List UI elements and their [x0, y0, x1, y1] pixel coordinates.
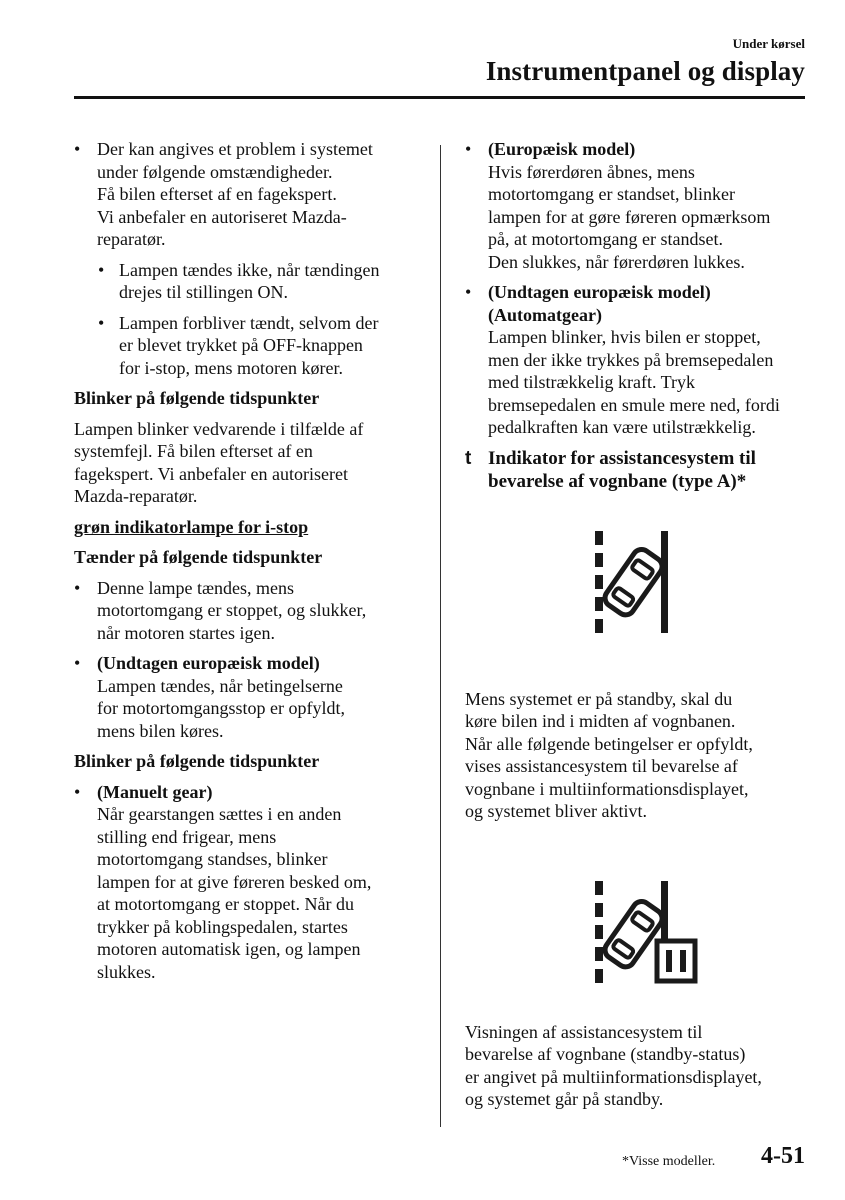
bullet-dot: •: [74, 781, 81, 802]
lane-keep-assist-standby-icon: [465, 831, 810, 1021]
bullet-non-european: • (Undtagen europæisk model) Lampen tændes, når betingelserne for motortomgangsstop er opfyldt, mens bilen køres.: [74, 653, 345, 741]
page-number: 4-51: [761, 1143, 805, 1169]
bullet-dot: •: [74, 577, 81, 598]
heading-blinks-2: Blinker på følgende tidspunkter: [74, 751, 320, 771]
section-label: Under kørsel: [732, 36, 805, 51]
left-column: [74, 138, 419, 991]
bullet-problem: • Der kan angives et problem i systemet under følgende omstændigheder. Få bilen efterset af en fagekspert. Vi anbefaler en autoriseret Mazda- reparatør.: [74, 139, 373, 249]
lane-keep-heading: t Indikator for assistancesystem til bevarelse af vognbane (type A)*: [465, 447, 756, 492]
column-divider: [440, 145, 441, 1127]
bullet-dot: •: [74, 139, 81, 159]
bullet-dot: •: [74, 653, 81, 673]
bullet-automatic: • (Undtagen europæisk model) (Automatgear) Lampen blinker, hvis bilen er stoppet, men der ikke trykkes på bremsepedalen med tilstrækkelig kraft. Tryk bremsepedalen en smule mere ned, fordi pedalkraften kan være utilstrækkelig.: [465, 282, 780, 437]
paragraph-blinks: Lampen blinker vedvarende i tilfælde af systemfejl. Få bilen efterset af en fagekspert. Vi anbefaler en autoriseret Mazda-reparatør.: [74, 418, 364, 506]
bullet-dot: •: [465, 282, 472, 302]
sub-bullet-lamp-off: • Lampen tændes ikke, når tændingen drejes til stillingen ON.: [98, 259, 380, 302]
heading-blinks: Blinker på følgende tidspunkter: [74, 388, 320, 408]
subsection-istop: grøn indikatorlampe for i-stop: [74, 516, 309, 537]
heading-marker: t: [465, 447, 472, 469]
bullet-manual: • (Manuelt gear) Når gearstangen sættes i en anden stilling end frigear, mens motortomgang standses, blinker lampen for at give føreren besked om, at motortomgang er stoppet. Når du trykker på koblingspedalen, startes motoren automatisk igen, og lampen slukkes.: [74, 781, 372, 982]
page-title: Instrumentpanel og display: [485, 56, 805, 86]
right-column: [465, 138, 810, 1119]
lane-keep-assist-icon: [465, 493, 810, 688]
footnote: *Visse modeller.: [622, 1154, 716, 1169]
bullet-dot: •: [465, 139, 472, 159]
paragraph-standby-status: Visningen af assistancesystem til bevarelse af vognbane (standby-status) er angivet på multiinformationsdisplayet, og systemet går på standby.: [465, 1021, 762, 1109]
bullet-dot: •: [98, 312, 105, 333]
paragraph-standby: Mens systemet er på standby, skal du køre bilen ind i midten af vognbanen. Når alle følgende betingelser er opfyldt, vises assistancesystem til bevarelse af vognbane i multiinformationsdisplayet, og systemet bliver aktivt.: [465, 688, 753, 821]
bullet-dot: •: [98, 259, 105, 280]
sub-bullet-lamp-on: • Lampen forbliver tændt, selvom der er blevet trykket på OFF-knappen for i-stop, mens motoren kører.: [98, 312, 379, 378]
heading-turns-on: Tænder på følgende tidspunkter: [74, 547, 323, 567]
bullet-european: • (Europæisk model) Hvis førerdøren åbnes, mens motortomgang er standset, blinker lampen for at gøre føreren opmærksom på, at motortomgang er standset. Den slukkes, når førerdøren lukkes.: [465, 139, 771, 272]
title-rule: [74, 96, 805, 99]
bullet-lamp-idle: • Denne lampe tændes, mens motortomgang er stoppet, og slukker, når motoren startes igen.: [74, 577, 367, 643]
